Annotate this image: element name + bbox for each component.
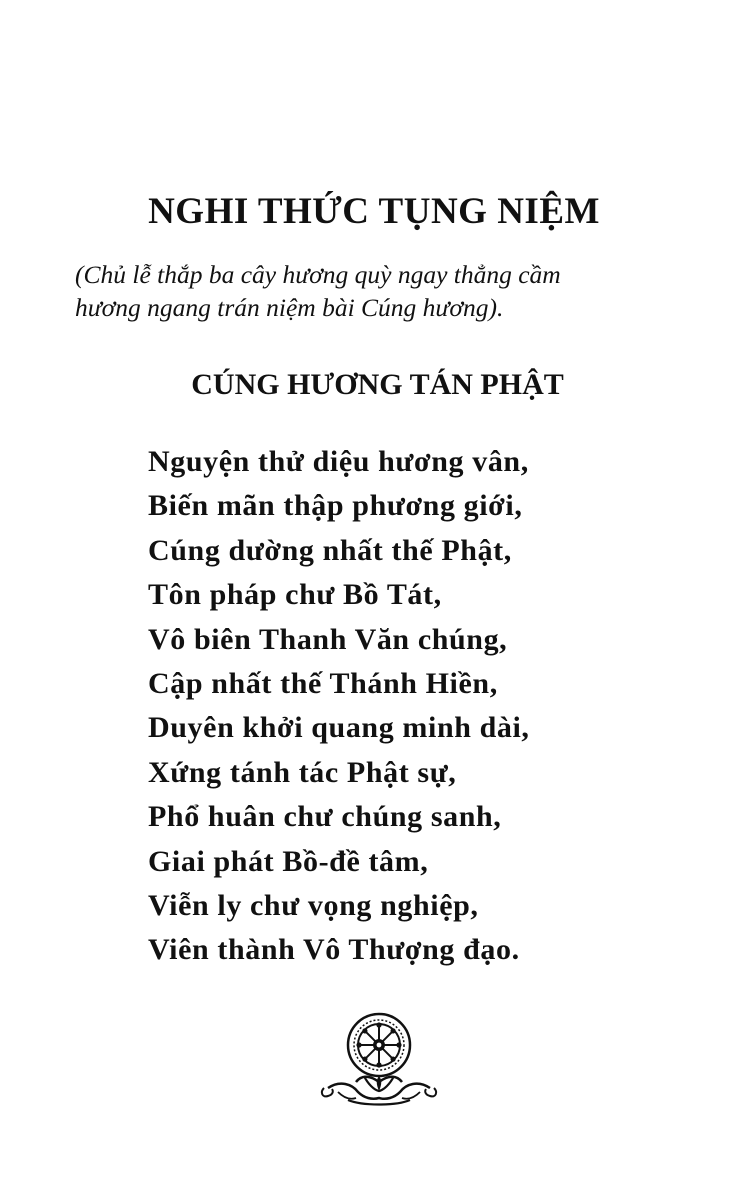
verse-list (148, 440, 530, 973)
verse-line: Tôn pháp chư Bồ Tát, (148, 578, 442, 612)
verse-line: Phổ huân chư chúng sanh, (148, 800, 502, 834)
verse-line: Xứng tánh tác Phật sự, (148, 755, 457, 789)
verse-line: Cúng dường nhất thế Phật, (148, 533, 512, 567)
verse-line: Duyên khởi quang minh dài, (148, 711, 530, 745)
page-title: NGHI THỨC TỤNG NIỆM (148, 191, 600, 232)
instruction-line: (Chủ lễ thắp ba cây hương quỳ ngay thẳng cầm (75, 260, 561, 289)
verse-line: Nguyện thử diệu hương vân, (148, 445, 529, 478)
verse-line: Vô biên Thanh Văn chúng, (148, 622, 508, 656)
verse-line: Cập nhất thế Thánh Hiền, (148, 666, 498, 700)
verse-line: Viên thành Vô Thượng đạo. (148, 933, 520, 967)
ritual-instruction (75, 258, 715, 324)
section-title: CÚNG HƯƠNG TÁN PHẬT (191, 368, 564, 401)
verse-line: Biến mãn thập phương giới, (148, 489, 523, 523)
verse-line: Viễn ly chư vọng nghiệp, (148, 888, 479, 922)
instruction-line: hương ngang trán niệm bài Cúng hương). (75, 293, 504, 322)
verse-line: Giai phát Bồ-đề tâm, (148, 844, 429, 878)
dharma-wheel-on-lotus-icon (318, 1012, 440, 1108)
